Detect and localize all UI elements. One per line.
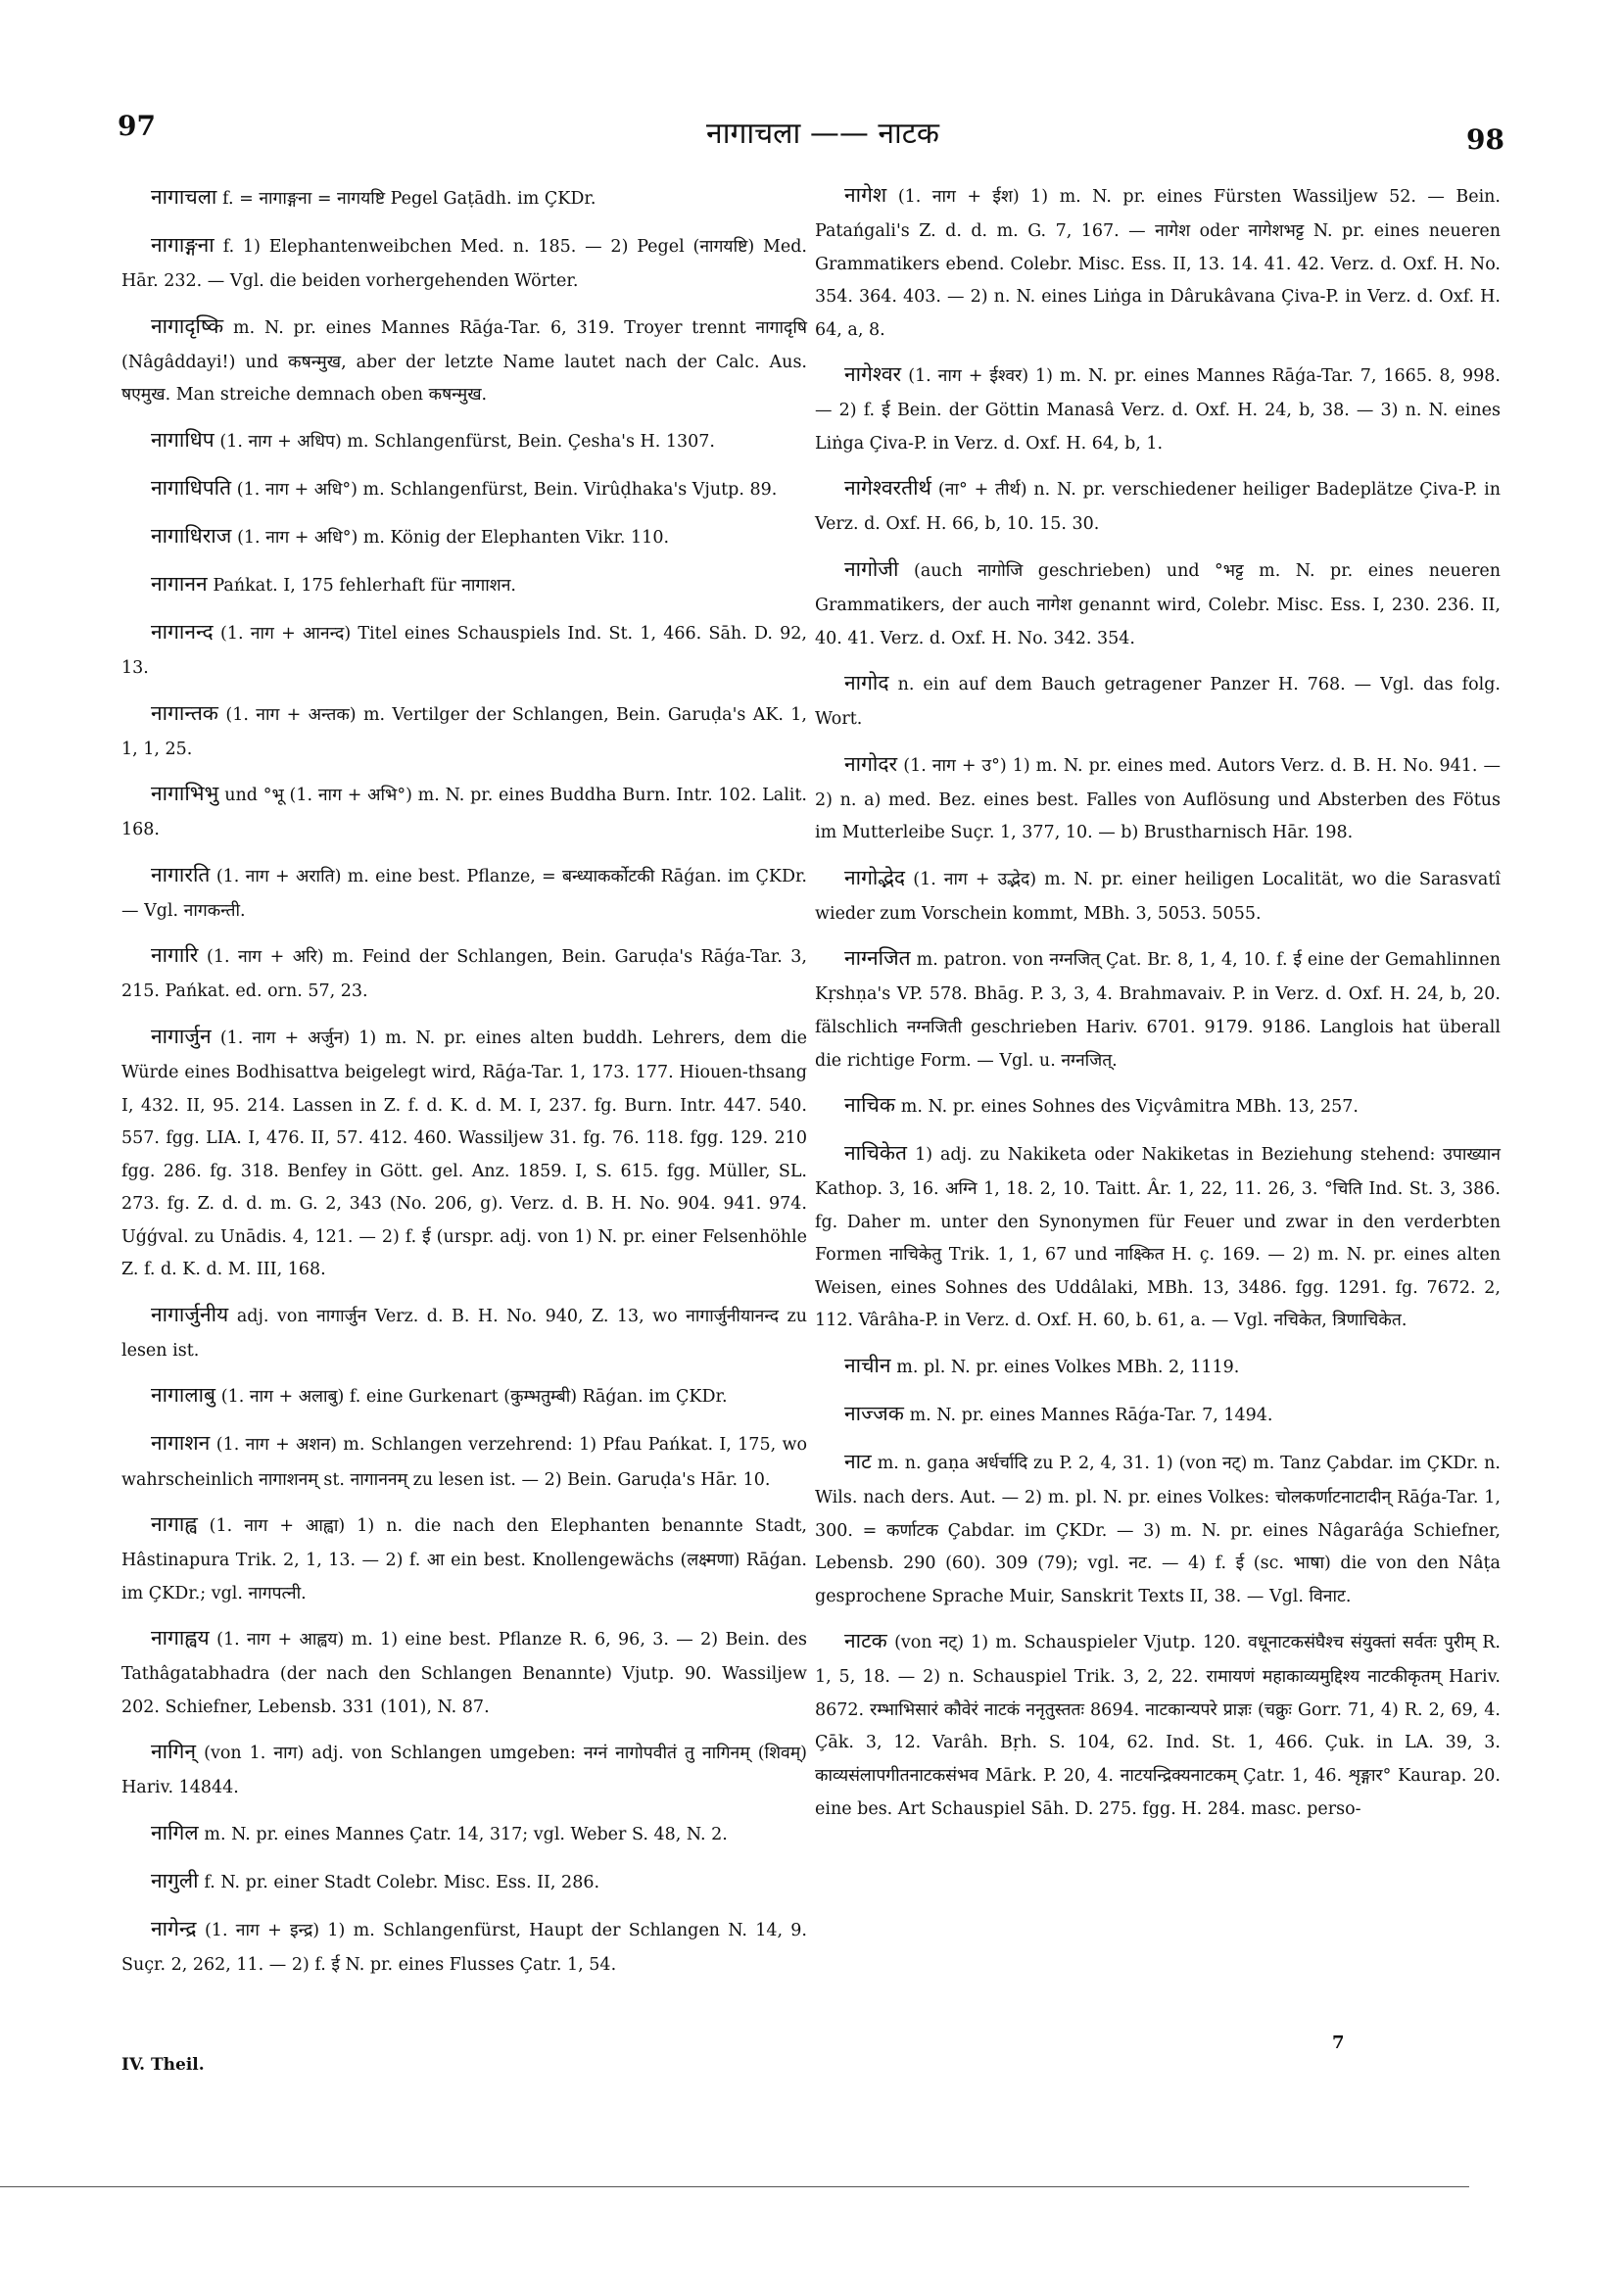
dictionary-entry (121, 1376, 807, 1414)
entry-headword: नागाधिराज (151, 523, 232, 548)
dictionary-entry (121, 775, 807, 846)
dictionary-entry (815, 1347, 1501, 1385)
entry-definition: (1. नाग + अराति) m. eine best. Pflanze, = बन्ध्याकर्कोटकी Rāǵan. im ÇKDr. — Vgl. नागकन्ती. (121, 866, 807, 921)
dictionary-entry (121, 1814, 807, 1852)
entry-headword: नाटक (844, 1629, 887, 1653)
entry-headword: नाज्जक (844, 1402, 904, 1425)
dictionary-entry (815, 745, 1501, 849)
dictionary-entry (815, 939, 1501, 1076)
dictionary-entry (121, 856, 807, 928)
entry-headword: नागाह्व (151, 1512, 198, 1537)
entry-definition: m. N. pr. eines Sohnes des Viçvâmitra MBh. 13, 257. (900, 1097, 1359, 1118)
dictionary-entry (815, 469, 1501, 541)
dictionary-entry (121, 694, 807, 766)
entry-headword: नाचीन (844, 1353, 891, 1377)
dictionary-entry (815, 1395, 1501, 1433)
entry-definition: (1. नाग + आह्वय) m. 1) eine best. Pflanze R. 6, 96, 3. — 2) Bein. des Tathâgatabhadra (der nach den Schlangen Benannte) Vjutp. 90. Wassiljew 202. Schiefner, Lebensb. 331 (101), N. 87. (121, 1630, 807, 1717)
volume-note: IV. Theil. (121, 2055, 205, 2075)
dictionary-entry (121, 1619, 807, 1723)
dictionary-entry (815, 550, 1501, 654)
entry-headword: नागेन्द्र (151, 1917, 197, 1941)
entry-definition: (auch नागोजि geschrieben) und °भट्ट m. N. pr. eines neueren Grammatikers, der auch नागेश genannt wird, Colebr. Misc. Ess. I, 230. 236. II, 40. 41. Verz. d. Oxf. H. No. 342. 354. (815, 560, 1501, 648)
entry-definition: (ना° + तीर्थ) n. N. pr. verschiedener heiliger Badeplätze Çiva-P. in Verz. d. Oxf. H. 66, b, 10. 15. 30. (815, 480, 1501, 535)
entry-headword: नागाचला (151, 185, 217, 209)
dictionary-entry (121, 1018, 807, 1286)
entry-definition: (von 1. नाग) adj. von Schlangen umgeben: नग्नं नागोपवीतं तु नागिनम् (शिवम्) Hariv. 14844. (121, 1744, 807, 1798)
entry-definition: (1. नाग + अरि) m. Feind der Schlangen, Bein. Garuḍa's Rāǵa-Tar. 3, 215. Pańkat. ed. orn. 57, 23. (121, 947, 807, 1002)
dictionary-entry (121, 1733, 807, 1804)
entry-headword: नागोद (844, 671, 889, 695)
entry-headword: नागार्जुनीय (151, 1302, 229, 1326)
entry-headword: नागार्जुन (151, 1024, 212, 1048)
dictionary-entry (121, 421, 807, 459)
entry-definition: m. N. pr. eines Mannes Rāǵa-Tar. 7, 1494. (909, 1406, 1273, 1425)
entry-definition: (1. नाग + इन्द्र) 1) m. Schlangenfürst, Haupt der Schlangen N. 14, 9. Suçr. 2, 262, 11. — 2) f. ई N. pr. eines Flusses Çatr. 1, 54. (121, 1921, 807, 1976)
entry-definition: Pańkat. I, 175 fehlerhaft für नागाशन. (213, 575, 516, 596)
entry-definition: f. N. pr. einer Stadt Colebr. Misc. Ess. II, 286. (204, 1872, 600, 1892)
dictionary-entry (121, 178, 807, 216)
entry-headword: नाग्नजित (844, 946, 911, 971)
entry-definition: (1. नाग + अधि°) m. König der Elephanten Vikr. 110. (237, 527, 670, 548)
entry-definition: m. patron. von नग्नजित् Çat. Br. 8, 1, 4, 10. f. ई eine der Gemahlinnen Kṛshṇa's VP. 578. Bhāg. P. 3, 3, 4. Brahmavaiv. P. in Verz. d. Oxf. H. 24, b, 20. fälschlich नग्नजिती geschrieben Hariv. 6701. 9179. 9186. Langlois hat überall die richtige Form. — Vgl. u. नग्नजित्. (815, 950, 1501, 1071)
entry-headword: नागादृष्कि (151, 313, 224, 338)
entry-definition: adj. von नागार्जुन Verz. d. B. H. No. 940, Z. 13, wo नागार्जुनीयानन्द zu lesen ist. (121, 1306, 807, 1361)
entry-definition: m. N. pr. eines Mannes Rāǵa-Tar. 6, 319. Troyer trennt नागादृषि (Nâgâddayi!) und कषन्मुख, aber der letzte Name lautet nach der Calc. Aus. षएमुख. Man streiche demnach oben कषन्मुख. (121, 317, 807, 406)
entry-definition: (von नट्) 1) m. Schauspieler Vjutp. 120. वधूनाटकसंघैश्च संयुक्तां सर्वतः पुरीम् R. 1, 5, 18. — 2) n. Schauspiel Trik. 3, 2, 22. रामायणं महाकाव्यमुद्दिश्य नाटकीकृतम् Hariv. 8672. रम्भाभिसारं कौवेरं नाटकं ननृतुस्ततः 8694. नाटकान्यपरे प्राज्ञः (चक्रुः Gorr. 71, 4) R. 2, 69, 4. Çāk. 3, 12. Varâh. Bṛh. S. 104, 62. Ind. St. 1, 466. Çuk. in LA. 39, 3. काव्यसंलापगीतनाटकसंभव Mārk. P. 20, 4. नाटयन्द्रिक्यनाटकम् Çatr. 1, 46. शृङ्गार° Kaurap. 20. eine bes. Art Schauspiel Sāh. D. 275. fgg. H. 284. masc. perso- (815, 1633, 1501, 1819)
entry-headword: नागेश (844, 183, 887, 207)
dictionary-entry (121, 469, 807, 507)
dictionary-entry (815, 664, 1501, 736)
dictionary-entry (121, 565, 807, 603)
entry-definition: (1. नाग + अधि°) m. Schlangenfürst, Bein. Virûḍhaka's Vjutp. 89. (236, 479, 778, 500)
entry-headword: नागालाबु (151, 1383, 216, 1408)
entry-definition: f. = नागाङ्गना = नागयष्टि Pegel Gaṭādh. im ÇKDr. (222, 189, 596, 209)
dictionary-entry (815, 1443, 1501, 1612)
entry-headword: नागेश्वरतीर्थ (844, 476, 931, 501)
dictionary-entry (121, 1862, 807, 1900)
dictionary-entry (121, 517, 807, 555)
left-column (121, 178, 807, 1991)
entry-headword: नागाधिपति (151, 475, 232, 500)
signature-mark: 7 (1332, 2033, 1345, 2053)
entry-definition: (1. नाग + अर्जुन) 1) m. N. pr. eines alten buddh. Lehrers, dem die Würde eines Bodhisattva beigelegt wird, Rāǵa-Tar. 1, 173. 177. Hiouen-thsang I, 432. II, 95. 214. Lassen in Z. f. d. K. d. M. I, 237. fg. Burn. Intr. 447. 540. 557. fgg. LIA. I, 476. II, 57. 412. 460. Wassiljew 31. fg. 76. 118. fgg. 129. 210 fgg. 286. fg. 318. Benfey in Gött. gel. Anz. 1859. I, S. 615. fgg. Müller, SL. 273. fg. Z. d. d. m. G. 2, 343 (No. 206, g). Verz. d. B. H. No. 904. 941. 974. Uǵǵval. zu Unādis. 4, 121. — 2) f. ई (urspr. adj. von 1) N. pr. einer Felsenhöhle Z. f. d. K. d. M. III, 168. (121, 1028, 807, 1280)
entry-definition: (1. नाग + अलाबु) f. eine Gurkenart (कुम्भतुम्बी) Rāǵan. im ÇKDr. (220, 1387, 728, 1408)
dictionary-entry (815, 1134, 1501, 1337)
entry-headword: नागाभिभु (151, 782, 219, 806)
entry-definition: 1) adj. zu Nakiketa oder Nakiketas in Beziehung stehend: उपाख्यान Kathop. 3, 16. अग्नि 1, 18. 2, 10. Taitt. Âr. 1, 22, 11. 26, 3. °चिति Ind. St. 3, 386. fg. Daher m. unter den Synonymen für Feuer und zwar in den verderbten Formen नाचिकेतु Trik. 1, 1, 67 und नाक्ष्कित H. ç. 169. — 2) m. N. pr. eines alten Weisen, eines Sohnes des Uddâlaki, MBh. 13, 3486. fgg. 1291. fg. 7672. 2, 112. Vârâha-P. in Verz. d. Oxf. H. 60, b. 61, a. — Vgl. नचिकेत, त्रिणाचिकेत. (815, 1145, 1501, 1331)
entry-definition: (1. नाग + आह्वा) 1) n. die nach den Elephanten benannte Stadt, Hâstinapura Trik. 2, 1, 13. — 2) f. आ ein best. Knollengewächs (लक्ष्मणा) Rāǵan. im ÇKDr.; vgl. नागपत्नी. (121, 1516, 807, 1603)
entry-headword: नागोद्भेद (844, 865, 906, 889)
entry-definition: (1. नाग + आनन्द) Titel eines Schauspiels Ind. St. 1, 466. Sāh. D. 92, 13. (121, 623, 807, 679)
entry-definition: m. N. pr. eines Mannes Çatr. 14, 317; vgl. Weber S. 48, N. 2. (204, 1824, 728, 1844)
dictionary-entry (121, 1296, 807, 1367)
entry-definition: (1. नाग + अशन) m. Schlangen verzehrend: 1) Pfau Pańkat. I, 175, wo wahrscheinlich नागाशनम् st. नागाननम् zu lesen ist. — 2) Bein. Garuḍa's Hār. 10. (121, 1435, 807, 1490)
entry-headword: नाट (844, 1450, 872, 1474)
entry-headword: नाचिक (844, 1093, 895, 1118)
entry-headword: नागोजी (844, 556, 899, 581)
entry-definition: n. ein auf dem Bauch getragener Panzer H. 768. — Vgl. das folg. Wort. (815, 675, 1501, 730)
page-number-right: 98 (1466, 123, 1504, 156)
dictionary-entry (815, 859, 1501, 931)
entry-headword: नागाङ्गना (151, 233, 215, 258)
entry-headword: नागान्तक (151, 700, 218, 725)
dictionary-entry (815, 356, 1501, 459)
dictionary-entry (815, 176, 1501, 346)
entry-headword: नागारति (151, 862, 211, 886)
entry-headword: नाचिकेत (844, 1141, 907, 1166)
entry-definition: (1. नाग + ईश्वर) 1) m. N. pr. eines Mannes Rāǵa-Tar. 7, 1665. 8, 998. — 2) f. ई Bein. der Göttin Manasâ Verz. d. Oxf. H. 24, b, 38. — 3) n. N. eines Liṅga Çiva-P. in Verz. d. Oxf. H. 64, b, 1. (815, 366, 1501, 454)
entry-definition: und °भू (1. नाग + अभि°) m. N. pr. eines Buddha Burn. Intr. 102. Lalit. 168. (121, 786, 807, 840)
page-header (118, 110, 1504, 156)
entry-headword: नागुली (151, 1868, 199, 1892)
entry-definition: (1. नाग + उद्भेद) m. N. pr. einer heiligen Localität, wo die Sarasvatî wieder zum Vorschein kommt, MBh. 3, 5053. 5055. (815, 869, 1501, 924)
entry-definition: (1. नाग + अन्तक) m. Vertilger der Schlangen, Bein. Garuḍa's AK. 1, 1, 1, 25. (121, 704, 807, 759)
entry-definition: m. pl. N. pr. eines Volkes MBh. 2, 1119. (896, 1357, 1240, 1377)
entry-definition: f. 1) Elephantenweibchen Med. n. 185. — 2) Pegel (नागयष्टि) Med. Hār. 232. — Vgl. die beiden vorhergehenden Wörter. (121, 237, 807, 292)
dictionary-entry (121, 613, 807, 685)
entry-headword: नागिल (151, 1820, 199, 1844)
right-column (815, 176, 1501, 1835)
dictionary-entry (121, 1424, 807, 1496)
entry-headword: नागाह्वय (151, 1626, 210, 1650)
entry-definition: (1. नाग + उ°) 1) m. N. pr. eines med. Autors Verz. d. B. H. No. 941. — 2) n. a) med. Bez. eines best. Falles von Auflösung und Absterben des Fötus im Mutterleibe Suçr. 1, 377, 10. — b) Brustharnisch Hār. 198. (815, 755, 1501, 843)
entry-headword: नागाधिप (151, 427, 215, 452)
page-number-left: 97 (118, 110, 156, 142)
running-head: नागाचला —— नाटक (706, 117, 939, 151)
entry-definition: (1. नाग + अधिप) m. Schlangenfürst, Bein. Çesha's H. 1307. (219, 431, 715, 452)
entry-headword: नागारि (151, 943, 199, 968)
dictionary-entry (121, 936, 807, 1008)
entry-headword: नागोदर (844, 751, 898, 776)
entry-definition: m. n. gaṇa अर्धर्चादि zu P. 2, 4, 31. 1) (von नट्) m. Tanz Çabdar. im ÇKDr. n. Wils. nach ders. Aut. — 2) m. pl. N. pr. eines Volkes: चोलकर्णाटनाटादीन् Rāǵa-Tar. 1, 300. = कर्णाटक Çabdar. im ÇKDr. — 3) m. N. pr. eines Nâgarâǵa Schiefner, Lebensb. 290 (60). 309 (79); vgl. नट. — 4) f. ई (sc. भाषा) die von den Nâṭa gesprochene Sprache Muir, Sanskrit Texts II, 38. — Vgl. विनाट. (815, 1454, 1501, 1606)
dictionary-entry (121, 308, 807, 411)
entry-headword: नागेश्वर (844, 362, 902, 387)
entry-headword: नागानन्द (151, 619, 214, 644)
dictionary-entry (121, 1910, 807, 1982)
dictionary-entry (121, 1506, 807, 1609)
entry-headword: नागानन (151, 571, 208, 596)
entry-definition: (1. नाग + ईश) 1) m. N. pr. eines Fürsten Wassiljew 52. — Bein. Patańgali's Z. d. d. m. G. 7, 167. — नागेश oder नागेशभट्ट N. pr. eines neueren Grammatikers ebend. Colebr. Misc. Ess. II, 13. 14. 41. 42. Verz. d. Oxf. H. No. 354. 364. 403. — 2) n. N. eines Liṅga in Dârukâvana Çiva-P. in Verz. d. Oxf. H. 64, a, 8. (815, 187, 1501, 340)
dictionary-entry (121, 226, 807, 298)
scan-edge-line (0, 2186, 1469, 2187)
dictionary-entry (815, 1086, 1501, 1124)
entry-headword: नागिन् (151, 1740, 197, 1764)
dictionary-entry (815, 1622, 1501, 1825)
entry-headword: नागाशन (151, 1431, 211, 1456)
